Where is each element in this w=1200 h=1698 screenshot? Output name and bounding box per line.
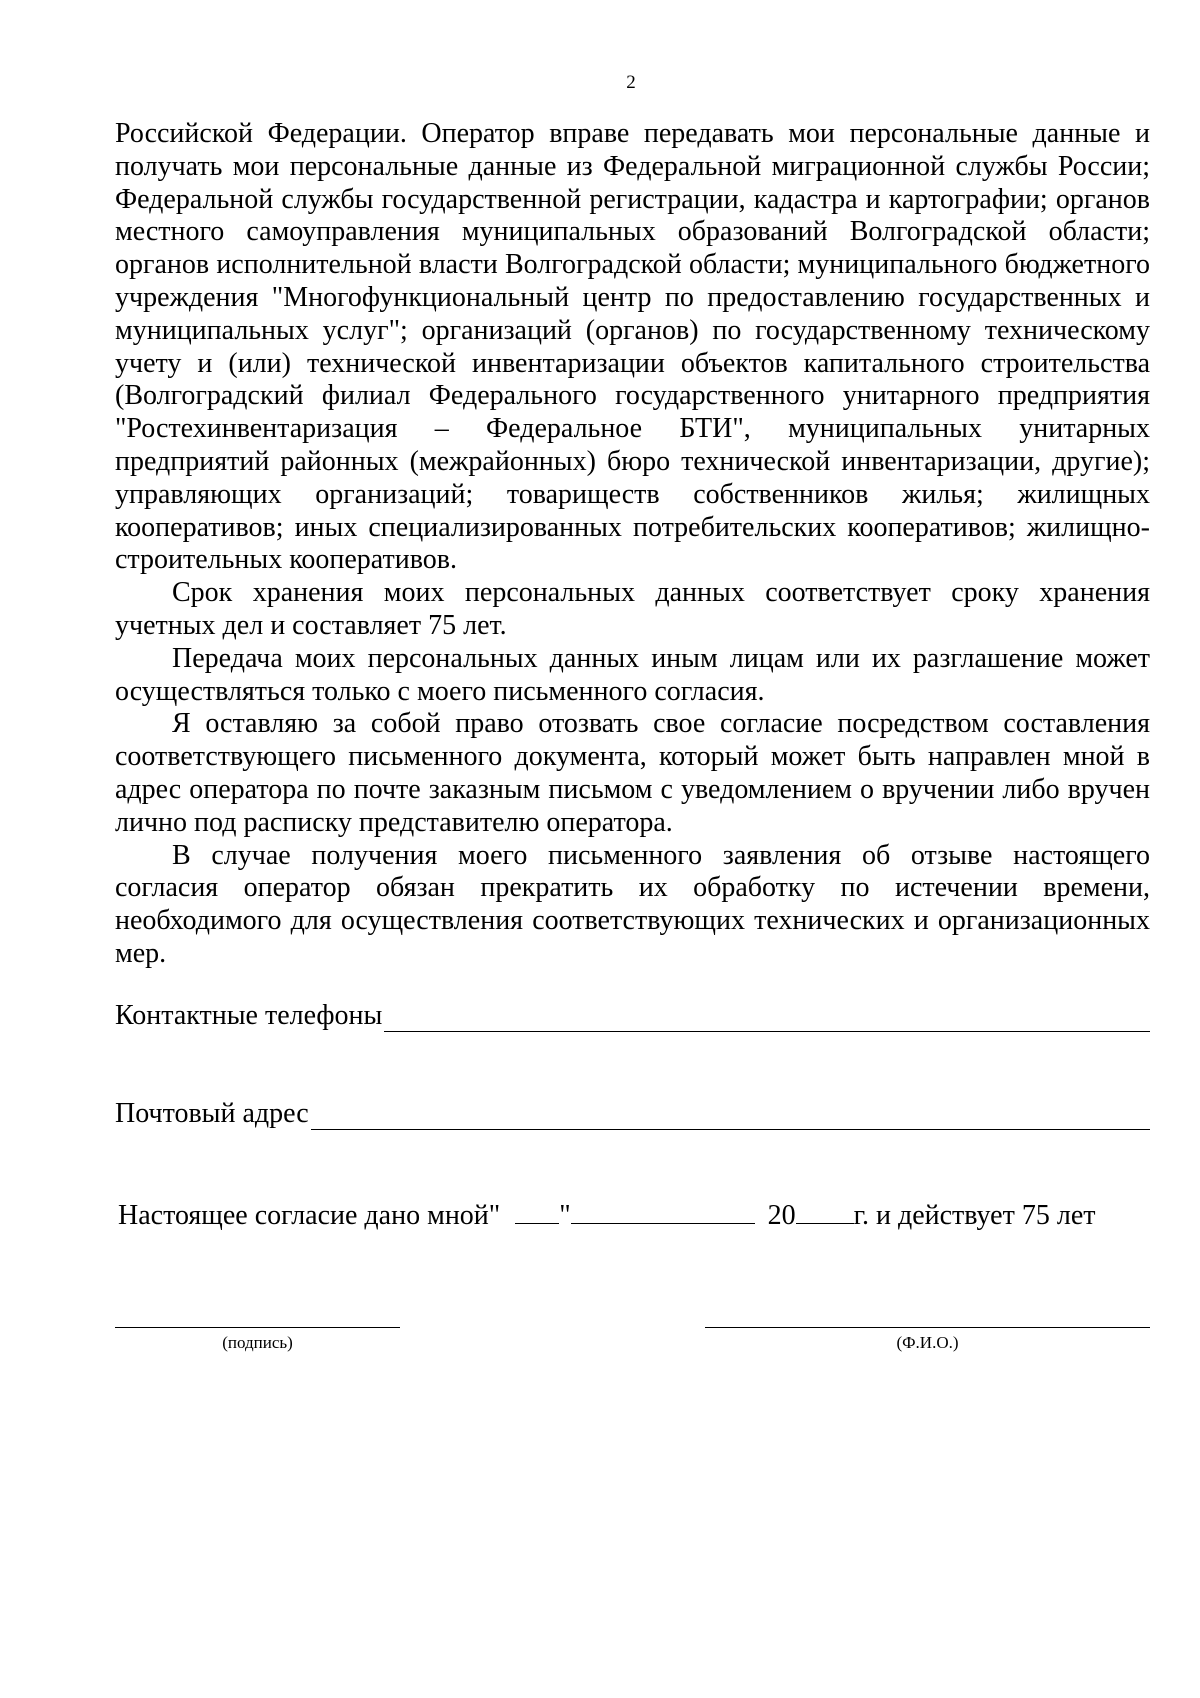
consent-quote: " <box>559 1200 571 1231</box>
contact-phones-label: Контактные телефоны <box>115 1000 383 1031</box>
day-field[interactable] <box>515 1197 559 1224</box>
paragraph-1: Российской Федерации. Оператор вправе передавать мои персональные данные и получать мои персональные данные из Федеральной миграционной службы России; Федеральной службы государственной регистрации, кадастра и картографии; органов местного самоуправления муниципальных образований Волгоградской области; органов исполнительной власти Волгоградской области; муниципального бюджетного учреждения "Многофункциональный центр по предоставлению государственных и муниципальных услуг"; организаций (органов) по государственному техническому учету и (или) технической инвентаризации объектов капитального строительства (Волгоградский филиал Федерального государственного унитарного предприятия "Ростехинвентаризация – Федеральное БТИ", муниципальных унитарных предприятий районных (межрайонных) бюро технической инвентаризации, другие); управляющих организаций; товариществ собственников жилья; жилищных кооперативов; иных специализированных потребительских кооперативов; жилищно-строительных кооперативов. <box>115 118 1150 576</box>
postal-address-row <box>115 1098 1150 1130</box>
consent-statement <box>118 1197 1095 1232</box>
contact-phones-field[interactable] <box>384 1005 1150 1032</box>
paragraph-5: В случае получения моего письменного заявления об отзыве настоящего согласия оператор обязан прекратить их обработку по истечении времени, необходимого для осуществления соответствующих технических и организационных мер. <box>115 839 1150 969</box>
consent-prefix: Настоящее согласие дано мной" <box>118 1200 501 1231</box>
document-body <box>115 118 1150 971</box>
page-number: 2 <box>626 72 636 93</box>
signature-caption: (подпись) <box>222 1333 293 1352</box>
paragraph-3: Передача моих персональных данных иным лицам или их разглашение может осуществляться только с моего письменного согласия. <box>115 642 1150 707</box>
paragraph-2: Срок хранения моих персональных данных соответствует сроку хранения учетных дел и составляет 75 лет. <box>115 577 1150 641</box>
consent-suffix: г. и действует 75 лет <box>853 1200 1096 1231</box>
postal-address-field[interactable] <box>311 1103 1150 1130</box>
month-field[interactable] <box>571 1197 755 1224</box>
full-name-caption: (Ф.И.О.) <box>896 1333 959 1352</box>
year-field[interactable] <box>796 1197 854 1224</box>
signature-line[interactable] <box>115 1327 400 1328</box>
paragraph-4: Я оставляю за собой право отозвать свое согласие посредством составления соответствующего письменного документа, который может быть направлен мной в адрес оператора по почте заказным письмом с уведомлением о вручении либо вручен лично под расписку представителю оператора. <box>115 708 1150 838</box>
postal-address-label: Почтовый адрес <box>115 1098 309 1129</box>
contact-phones-row <box>115 1000 1150 1032</box>
full-name-line[interactable] <box>705 1327 1150 1328</box>
year-prefix: 20 <box>767 1200 796 1231</box>
